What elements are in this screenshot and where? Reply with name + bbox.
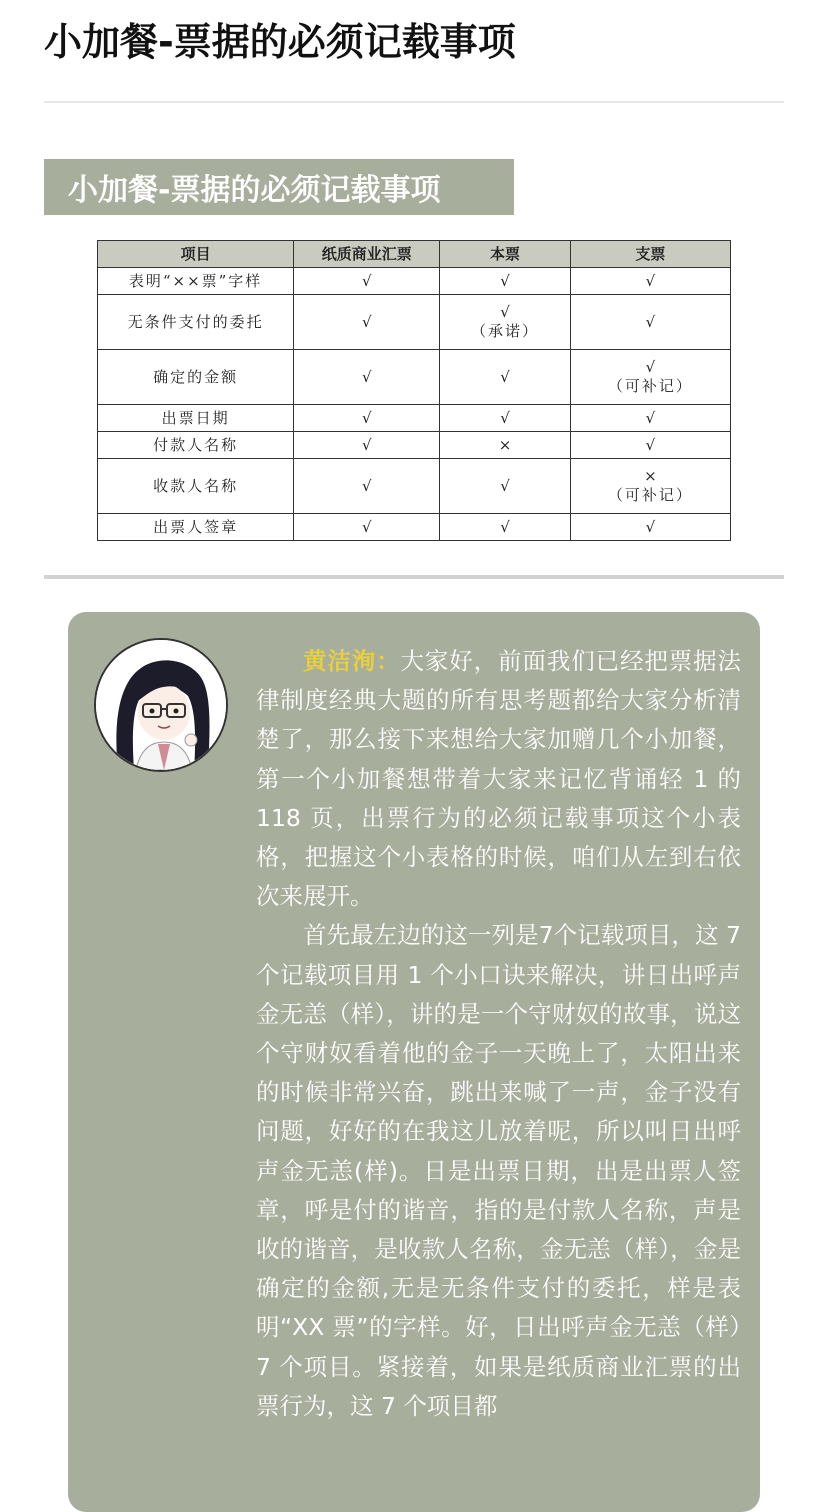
- check-mark: √: [361, 435, 372, 454]
- check-mark: √: [500, 476, 510, 495]
- promissory-note-cell: [440, 350, 570, 405]
- speech-paragraph: 首先最左边的这一列是7个记载项目，这 7 个记载项目用 1 个小口诀来解决，讲日出呼声金无恙（样），讲的是一个守财奴的故事，说这个守财奴看着他的金子一天晚上了，太阳出来的时候非常兴奋，跳出来喊了一声，金子没有问题，好好的在我这儿放着呢，所以叫日出呼声金无恙(样)。日是出票日期，出是出票人签章，呼是付的谐音，指的是付款人名称，声是收的谐音，是收款人名称，金无恙（样），金是确定的金额,无是无条件支付的委托，样是表明“XX 票”的字样。好，日出呼声金无恙（样）7 个项目。紧接着，如果是纸质商业汇票的出票行为，这 7 个项目都: [256, 921, 741, 1420]
- check-mark: √: [500, 303, 510, 321]
- check-mark: √: [361, 476, 372, 495]
- commercial-draft-cell: [294, 350, 440, 405]
- header-commercial-draft: 纸质商业汇票: [294, 241, 440, 268]
- check-mark: √: [645, 408, 656, 427]
- check-mark: √: [645, 435, 656, 454]
- item-cell: 表明“××票”字样: [98, 268, 294, 295]
- check-mark: √: [361, 367, 372, 386]
- section-banner-title: 小加餐-票据的必须记载事项: [68, 173, 441, 208]
- commercial-draft-cell: [294, 459, 440, 514]
- cell-note: （可补记）: [607, 377, 693, 395]
- speech-paragraph: [256, 642, 741, 916]
- check-cell: [570, 295, 730, 350]
- check-mark: √: [645, 271, 656, 290]
- speech-card: [68, 612, 760, 1512]
- check-mark: √: [500, 408, 510, 427]
- check-mark: √: [361, 408, 372, 427]
- item-cell: 无条件支付的委托: [98, 295, 294, 350]
- promissory-note-cell: [440, 514, 570, 541]
- check-cell: [570, 268, 730, 295]
- page-title: 小加餐-票据的必须记载事项: [44, 20, 516, 64]
- cross-mark: ×: [498, 435, 512, 454]
- check-cell: [570, 432, 730, 459]
- commercial-draft-cell: [294, 295, 440, 350]
- avatar: [94, 638, 228, 772]
- check-mark: √: [500, 367, 510, 386]
- promissory-note-cell: [440, 405, 570, 432]
- check-cell: [570, 459, 730, 514]
- header-promissory-note: 本票: [440, 241, 570, 268]
- speech-paragraph-1-text: 大家好，前面我们已经把票据法律制度经典大题的所有思考题都给大家分析清楚了，那么接下来想给大家加赠几个小加餐，第一个小加餐想带着大家来记忆背诵轻 1 的 118 页，出票行为的必须记载事项这个小表格，把握这个小表格的时候，咱们从左到右依次来展开。: [256, 647, 742, 911]
- check-mark: √: [361, 312, 372, 331]
- check-mark: √: [361, 517, 372, 536]
- table-row: [98, 350, 731, 405]
- check-mark: √: [645, 517, 656, 536]
- section-banner: [44, 159, 514, 215]
- item-cell: 出票人签章: [98, 514, 294, 541]
- item-cell: 付款人名称: [98, 432, 294, 459]
- check-cell: [570, 514, 730, 541]
- required-items-table: [97, 240, 731, 541]
- table-row: [98, 295, 731, 350]
- check-mark: √: [645, 312, 656, 331]
- check-mark: √: [645, 358, 656, 376]
- item-cell: 出票日期: [98, 405, 294, 432]
- promissory-note-cell: [440, 459, 570, 514]
- speaker-name: 黄洁洵：: [303, 647, 401, 675]
- item-cell: 收款人名称: [98, 459, 294, 514]
- table-header-row: [98, 241, 731, 268]
- header-item: 项目: [98, 241, 294, 268]
- teacher-avatar-icon: [96, 640, 226, 770]
- divider: [44, 575, 784, 579]
- check-mark: √: [500, 271, 510, 290]
- table-row: [98, 459, 731, 514]
- header-check: 支票: [570, 241, 730, 268]
- commercial-draft-cell: [294, 432, 440, 459]
- table-row: [98, 268, 731, 295]
- check-mark: √: [500, 517, 510, 536]
- cell-note: （可补记）: [607, 486, 693, 504]
- commercial-draft-cell: [294, 514, 440, 541]
- cross-mark: ×: [644, 467, 657, 485]
- cell-note: （承诺）: [471, 322, 540, 340]
- speech-text: [256, 642, 741, 1426]
- check-mark: √: [361, 271, 372, 290]
- promissory-note-cell: [440, 268, 570, 295]
- item-cell: 确定的金额: [98, 350, 294, 405]
- promissory-note-cell: [440, 295, 570, 350]
- promissory-note-cell: [440, 432, 570, 459]
- table-row: [98, 405, 731, 432]
- commercial-draft-cell: [294, 405, 440, 432]
- check-cell: [570, 405, 730, 432]
- commercial-draft-cell: [294, 268, 440, 295]
- divider: [44, 101, 784, 103]
- table-row: [98, 432, 731, 459]
- check-cell: [570, 350, 730, 405]
- table-row: [98, 514, 731, 541]
